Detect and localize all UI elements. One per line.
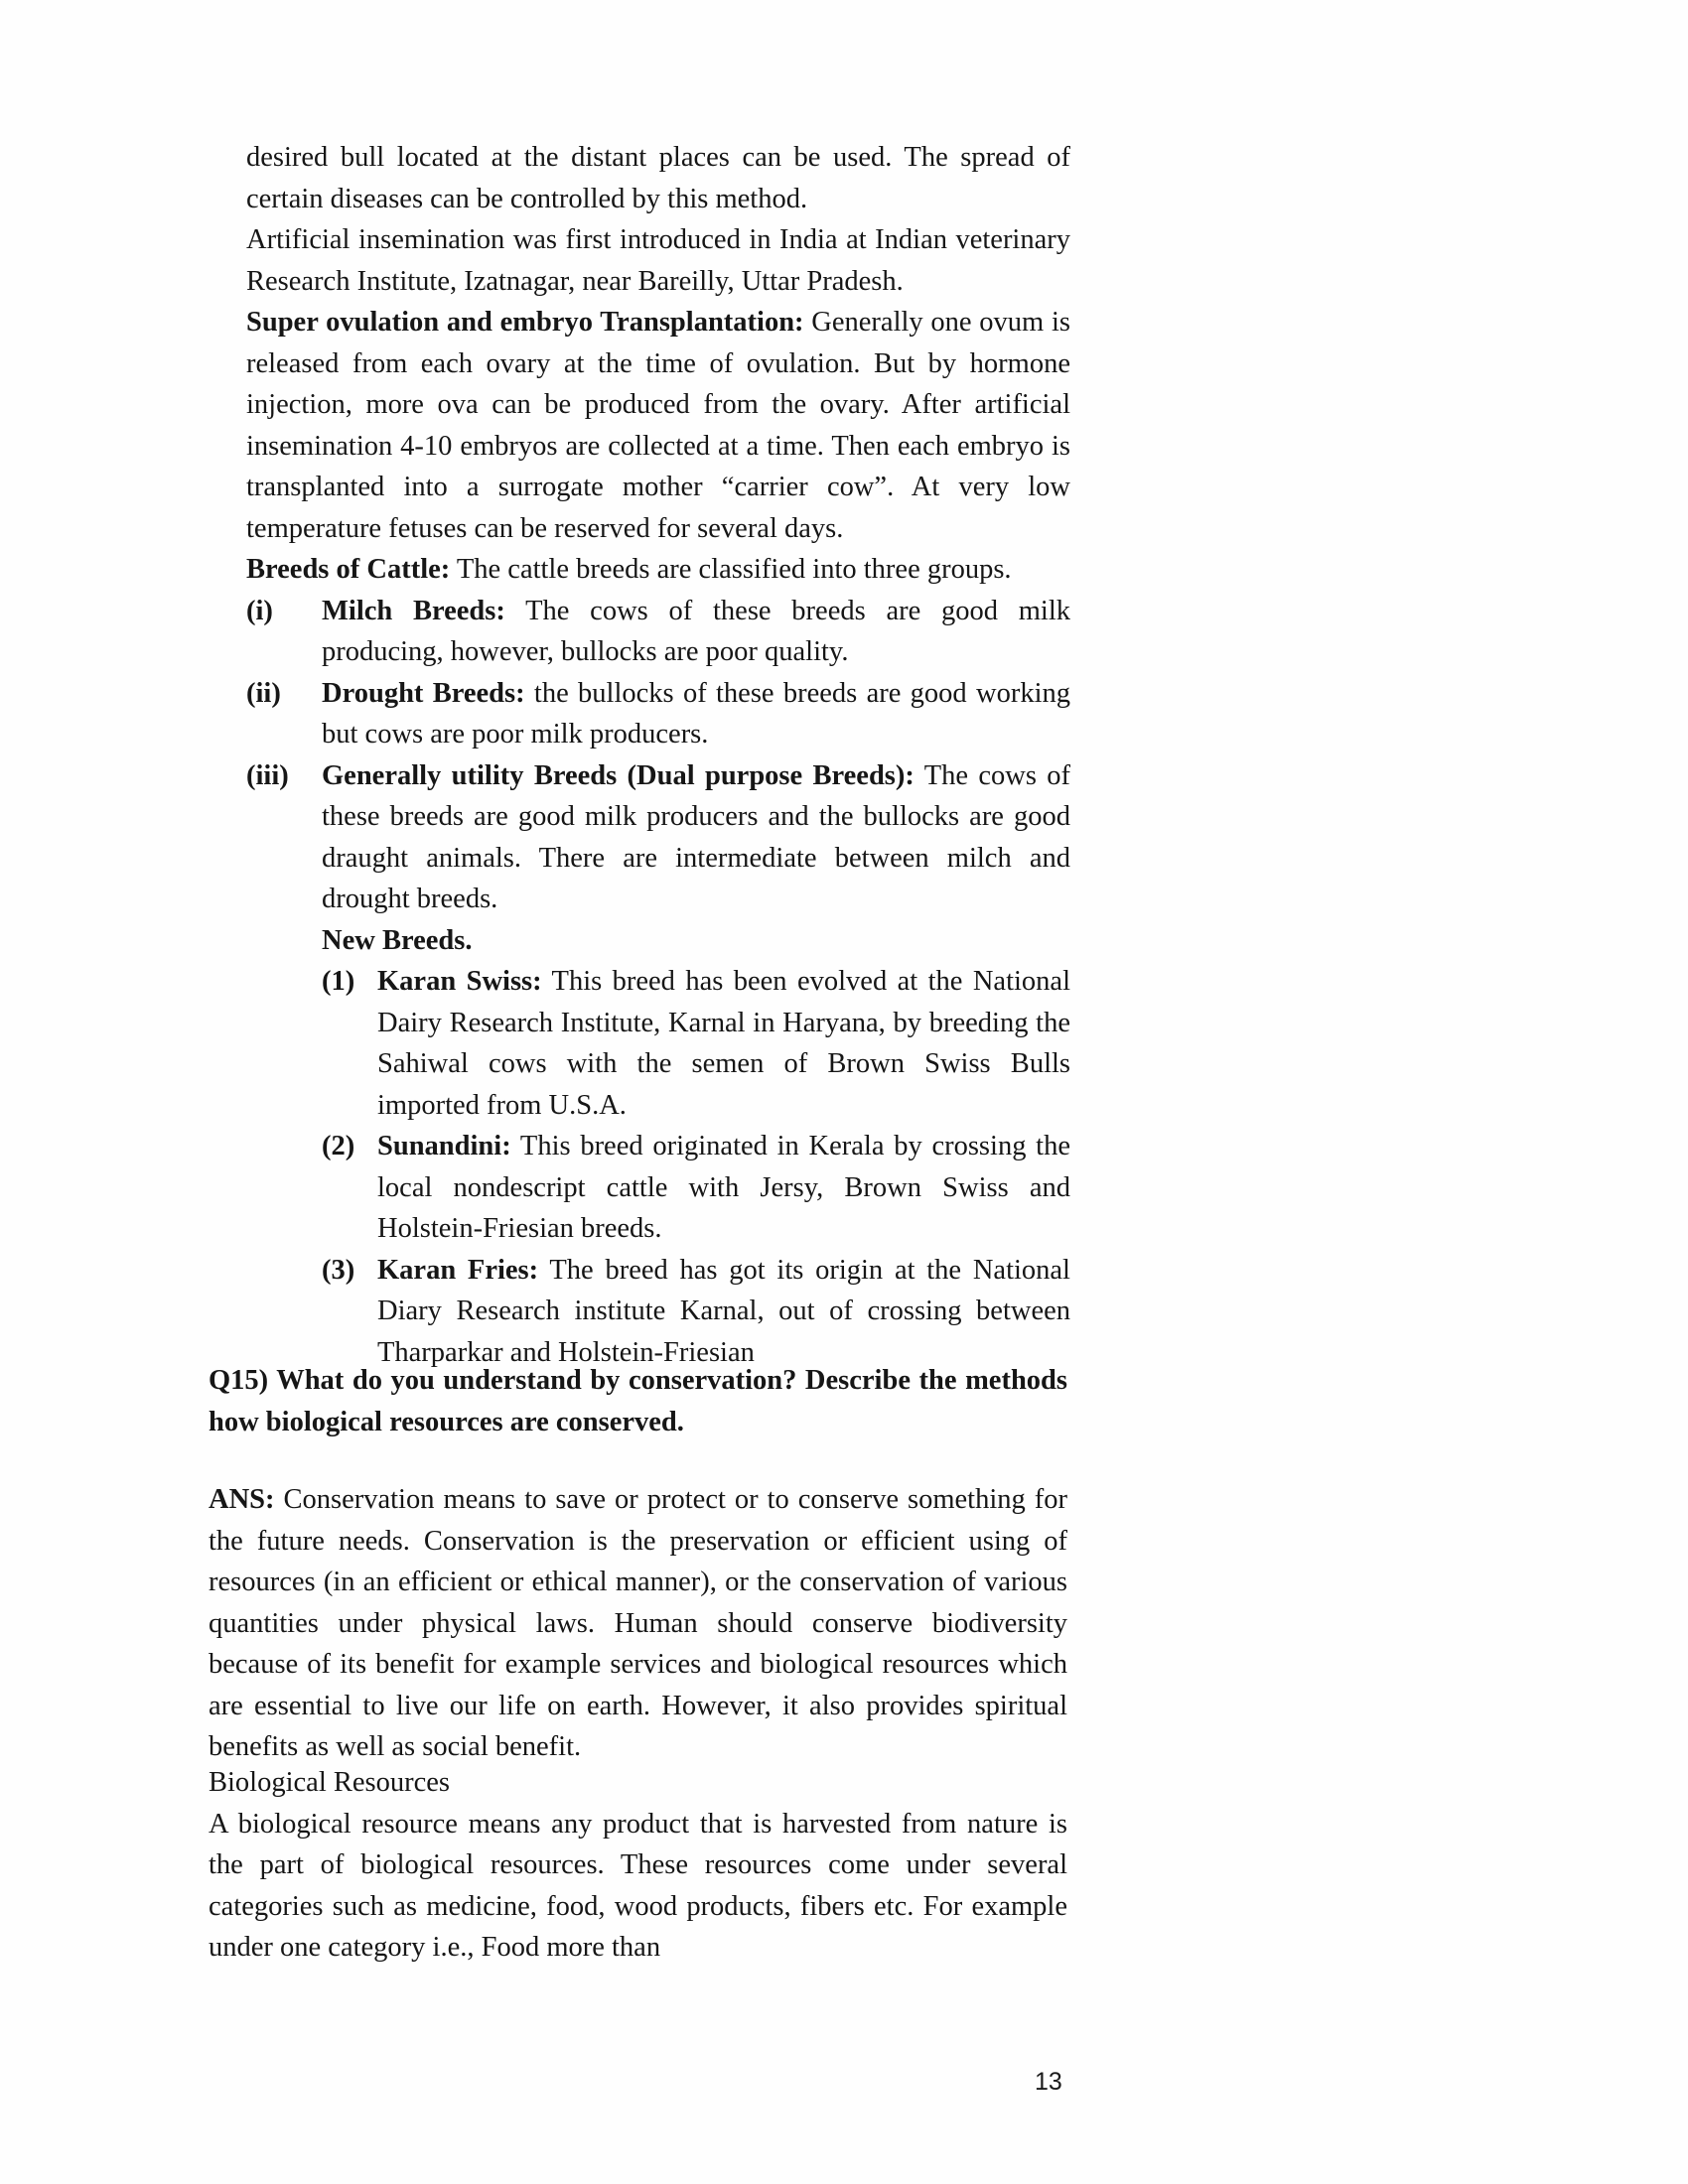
breed-group-list — [246, 591, 1070, 920]
question-heading: Q15) What do you understand by conservation? Describe the methods how biological resources are conserved. — [209, 1365, 1067, 1437]
list-item — [246, 591, 1070, 673]
answer-body: Conservation means to save or protect or to conserve something for the future needs. Conservation is the preservation or efficient using of resources (in an efficient or ethical manner), or the conservation of various quantities under physical laws. Human should conserve biodiversity because of its benefit for example services and biological resources which are essential to live our life on earth. However, it also provides spiritual benefits as well as social benefit. — [209, 1484, 1067, 1762]
page-number: 13 — [1035, 2068, 1062, 2096]
new-breeds-list — [322, 961, 1070, 1373]
answer-label: ANS: — [209, 1484, 275, 1515]
breeds-of-cattle-label: Breeds of Cattle: — [246, 554, 451, 585]
list-item — [246, 673, 1070, 755]
list-item — [322, 961, 1070, 1126]
list-marker: (1) — [322, 966, 355, 997]
top-content-block — [246, 137, 1070, 1373]
list-item-label: Milch Breeds: — [322, 595, 505, 626]
list-item-label: Karan Swiss: — [377, 966, 542, 997]
list-item-label: Generally utility Breeds (Dual purpose Breeds): — [322, 759, 914, 791]
list-marker: (2) — [322, 1131, 355, 1161]
paragraph-artificial-insemination-intro: desired bull located at the distant places can be used. The spread of certain diseases can be controlled by this method. — [246, 142, 1070, 214]
super-ovulation-label: Super ovulation and embryo Transplantation: — [246, 307, 804, 338]
paragraph-breeds-of-cattle — [246, 549, 1070, 591]
list-item-body: The cows of these breeds are good milk producers and the bullocks are good draught animals. There are intermediate between milch and drought breeds. — [322, 759, 1070, 914]
list-item-body: The cows of these breeds are good milk producing, however, bullocks are poor quality. — [322, 595, 1070, 667]
list-marker: (3) — [322, 1254, 355, 1286]
list-item-body: the bullocks of these breeds are good working but cows are poor milk producers. — [322, 677, 1070, 750]
list-item — [246, 755, 1070, 920]
list-marker: (ii) — [246, 677, 281, 709]
biological-resources-body: A biological resource means any product that is harvested from nature is the part of biological resources. These resources come under several categories such as medicine, food, wood products, fibers etc. For example under one category i.e., Food more than — [209, 1808, 1067, 1963]
list-item-label: Karan Fries: — [377, 1254, 539, 1286]
list-marker: (i) — [246, 595, 273, 626]
list-marker: (iii) — [246, 759, 289, 791]
breeds-of-cattle-body: The cattle breeds are classified into three groups. — [450, 554, 1012, 585]
biological-resources-title: Biological Resources — [209, 1767, 450, 1798]
paragraph-artificial-insemination-india: Artificial insemination was first introduced in India at Indian veterinary Research Institute, Izatnagar, near Bareilly, Uttar Pradesh. — [246, 224, 1070, 297]
biological-resources-section — [209, 1762, 1067, 1969]
paragraph-super-ovulation — [246, 302, 1070, 549]
list-item-label: Sunandini: — [377, 1131, 511, 1161]
list-item-body: This breed has been evolved at the National Dairy Research Institute, Karnal in Haryana, by breeding the Sahiwal cows with the semen of Brown Swiss Bulls imported from U.S.A. — [377, 966, 1070, 1121]
super-ovulation-body: Generally one ovum is released from each ovary at the time of ovulation. But by hormone injection, more ova can be produced from the ovary. After artificial insemination 4-10 embryos are collected at a time. Then each embryo is transplanted into a surrogate mother “carrier cow”. At very low temperature fetuses can be reserved for several days. — [246, 307, 1070, 544]
list-item-label: Drought Breeds: — [322, 677, 525, 709]
new-breeds-block — [322, 920, 1070, 1374]
list-item — [322, 1126, 1070, 1250]
list-item-body: The breed has got its origin at the National Diary Research institute Karnal, out of crossing between Tharparkar and Holstein-Friesian — [377, 1254, 1070, 1368]
new-breeds-heading: New Breeds. — [322, 924, 473, 956]
list-item-body: This breed originated in Kerala by crossing the local nondescript cattle with Jersy, Brown Swiss and Holstein-Friesian breeds. — [377, 1131, 1070, 1244]
list-item — [322, 1250, 1070, 1374]
answer-paragraph — [209, 1479, 1067, 1768]
